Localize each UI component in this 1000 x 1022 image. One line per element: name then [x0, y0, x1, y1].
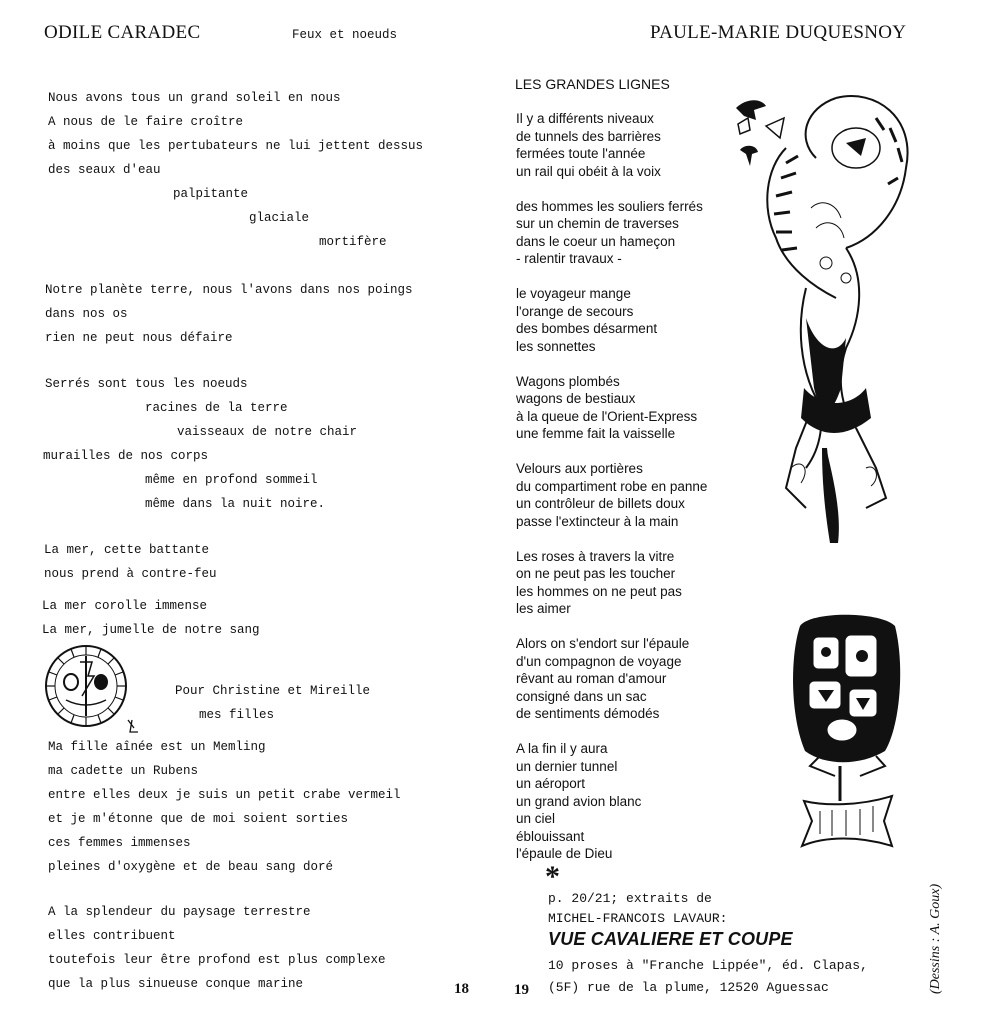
poem-line: Ma fille aînée est un Memling — [48, 740, 266, 754]
poem-line: Les roses à travers la vitre — [516, 548, 675, 564]
poem-line: à moins que les pertubateurs ne lui jettent dessus — [48, 139, 424, 153]
poem-line: l'épaule de Dieu — [516, 846, 613, 861]
poem-line: A la splendeur du paysage terrestre — [48, 905, 311, 919]
poem-line: rêvant au roman d'amour — [516, 671, 667, 686]
poem-line: entre elles deux je suis un petit crabe vermeil — [48, 788, 401, 802]
poem-line: les hommes on ne peut pas — [516, 583, 682, 599]
poem-stanza-6 — [48, 735, 401, 879]
poem-stanza-5 — [42, 594, 260, 642]
dedication-line: mes filles — [199, 708, 275, 722]
poem-line: même en profond sommeil — [145, 473, 318, 487]
poem-line: dans nos os — [45, 307, 128, 321]
poem-line: mortifère — [319, 235, 387, 249]
poem-stanza-2 — [45, 278, 413, 350]
poem-line: un ciel — [516, 811, 556, 826]
poem-line: consigné dans un sac — [516, 688, 647, 704]
poem-line: La mer corolle immense — [42, 599, 208, 613]
poem-line: Notre planète terre, nous l'avons dans nos poings — [45, 283, 413, 297]
poem-line: vaisseaux de notre chair — [177, 425, 358, 439]
poem-line: Wagons plombés — [516, 373, 620, 389]
poem-line: ma cadette un Rubens — [48, 764, 199, 778]
poem-line: Serrés sont tous les noeuds — [45, 377, 248, 391]
note-line-1: p. 20/21; extraits de — [548, 891, 712, 906]
poem-line: glaciale — [249, 211, 310, 225]
poem-line: une femme fait la vaisselle — [516, 426, 676, 441]
left-page-number: 18 — [454, 981, 469, 997]
poem-line: éblouissant — [516, 828, 585, 844]
poem-line: le voyageur mange — [516, 286, 631, 301]
poem-line: les sonnettes — [516, 338, 596, 354]
poem-line: les aimer — [516, 601, 571, 616]
book-title: VUE CAVALIERE ET COUPE — [548, 929, 793, 949]
poem-stanza-7 — [48, 900, 386, 996]
poem-line: Nous avons tous un grand soleil en nous — [48, 91, 341, 105]
poem-line: d'un compagnon de voyage — [516, 653, 682, 669]
poem-line: sur un chemin de traverses — [516, 216, 679, 231]
poem-line: murailles de nos corps — [43, 449, 209, 463]
poem-line: un dernier tunnel — [516, 758, 618, 774]
poem-line: rien ne peut nous défaire — [45, 331, 233, 345]
poem-line: Il y a différents niveaux — [516, 111, 654, 126]
poem-line: A nous de le faire croître — [48, 115, 244, 129]
right-page-number: 19 — [514, 982, 529, 998]
poem-line: un aéroport — [516, 776, 586, 791]
poem-stanza-3 — [45, 372, 357, 516]
poem-line: de tunnels des barrières — [516, 128, 661, 144]
dedication — [175, 679, 370, 727]
poem-line: La mer, cette battante — [44, 543, 210, 557]
poem-line: que la plus sinueuse conque marine — [48, 977, 304, 991]
right-poem — [516, 110, 707, 863]
totem-drawing-icon — [780, 606, 914, 860]
poem-line: l'orange de secours — [516, 303, 634, 319]
poem-line: dans le coeur un hameçon — [516, 233, 676, 249]
poem-line: elles contribuent — [48, 929, 176, 943]
poem-line: un grand avion blanc — [516, 793, 642, 809]
poem-line: Velours aux portières — [516, 461, 643, 476]
poem-line: palpitante — [173, 187, 249, 201]
note-line-4: (5F) rue de la plume, 12520 Aguessac — [548, 980, 829, 995]
poem-line: - ralentir travaux - — [516, 251, 622, 266]
left-subtitle: Feux et noeuds — [292, 28, 398, 42]
poem-line: des bombes désarment — [516, 321, 658, 336]
dedication-line: Pour Christine et Mireille — [175, 684, 371, 698]
note-line-2: MICHEL-FRANCOIS LAVAUR: — [548, 911, 728, 926]
poem-line: des seaux d'eau — [48, 163, 161, 177]
poem-line: des hommes les souliers ferrés — [516, 198, 703, 214]
poem-stanza-1 — [48, 86, 423, 254]
poem-line: fermées toute l'année — [516, 146, 646, 161]
poem-line: pleines d'oxygène et de beau sang doré — [48, 860, 334, 874]
poem-line: ces femmes immenses — [48, 836, 191, 850]
poem-title: LES GRANDES LIGNES — [515, 76, 670, 92]
poem-line: La mer, jumelle de notre sang — [42, 623, 260, 637]
right-author: PAULE-MARIE DUQUESNOY — [650, 22, 907, 43]
poem-line: racines de la terre — [145, 401, 288, 415]
illustration-credit: (Dessins : A. Goux) — [928, 883, 943, 994]
poem-line: nous prend à contre-feu — [44, 567, 217, 581]
poem-line: passe l'extincteur à la main — [516, 513, 679, 529]
asterisk: * — [545, 860, 560, 893]
poem-line: un rail qui obéit à la voix — [516, 163, 661, 179]
poem-line: du compartiment robe en panne — [516, 478, 708, 494]
note-line-3: 10 proses à "Franche Lippée", éd. Clapas, — [548, 958, 868, 973]
poem-line: même dans la nuit noire. — [145, 497, 326, 511]
poem-line: wagons de bestiaux — [516, 391, 636, 406]
poem-line: toutefois leur être profond est plus complexe — [48, 953, 386, 967]
poem-line: un contrôleur de billets doux — [516, 496, 685, 511]
poem-stanza-4 — [44, 538, 217, 586]
poem-line: à la queue de l'Orient-Express — [516, 408, 698, 424]
dancer-drawing-icon — [726, 88, 924, 553]
poem-line: on ne peut pas les toucher — [516, 566, 676, 581]
poem-line: de sentiments démodés — [516, 706, 660, 721]
poem-line: A la fin il y aura — [516, 741, 608, 756]
left-author: ODILE CARADEC — [44, 22, 201, 43]
mask-drawing-icon — [36, 642, 144, 738]
poem-line: et je m'étonne que de moi soient sorties — [48, 812, 349, 826]
poem-line: Alors on s'endort sur l'épaule — [516, 636, 690, 651]
